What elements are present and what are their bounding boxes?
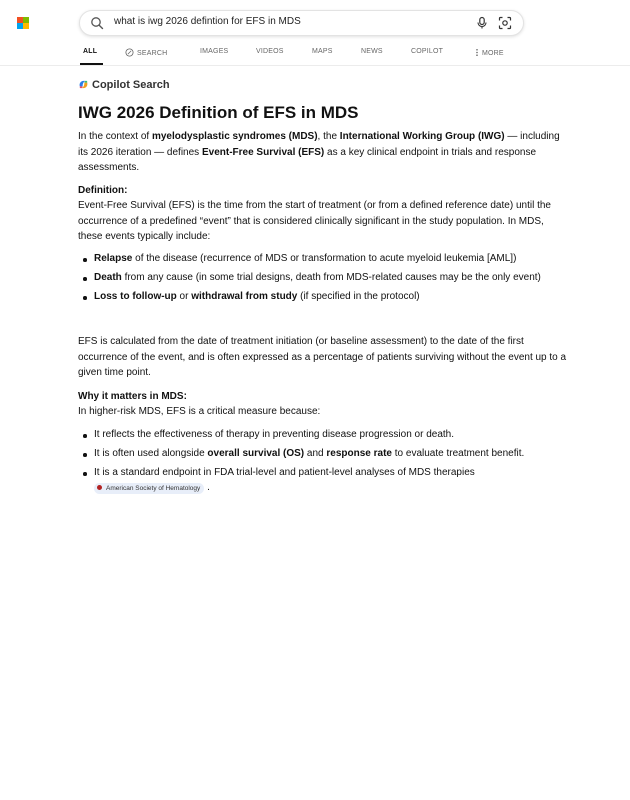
intro-text-3: — including its 2026 iteration — defines xyxy=(78,131,560,158)
reason-text: to evaluate treatment benefit. xyxy=(391,448,525,459)
copilot-logo-icon xyxy=(78,79,89,90)
why-intro: In higher-risk MDS, EFS is a critical measure because: xyxy=(78,406,321,417)
definition-heading: Definition: xyxy=(78,185,128,196)
list-item xyxy=(78,466,570,495)
tab-maps[interactable]: MAPS xyxy=(312,48,333,55)
list-item xyxy=(78,447,570,462)
list-item xyxy=(78,271,570,286)
reason-response-term: response rate xyxy=(326,448,392,459)
intro-text-1: In the context of xyxy=(78,131,152,142)
copilot-search-icon xyxy=(125,48,134,57)
search-icon xyxy=(90,16,104,30)
search-box[interactable] xyxy=(79,10,524,36)
tab-search-label: SEARCH xyxy=(137,50,168,57)
event-term: Loss to follow-up xyxy=(94,291,177,302)
search-tabs xyxy=(0,44,630,66)
top-bar xyxy=(0,0,630,44)
microphone-icon[interactable] xyxy=(475,16,489,30)
citation-label: American Society of Hematology xyxy=(106,484,201,492)
search-input[interactable]: what is iwg 2026 defintion for EFS in MDS xyxy=(114,16,301,27)
event-connector: or xyxy=(176,291,192,302)
intro-text-2: , the xyxy=(317,131,340,142)
event-term: Relapse xyxy=(94,253,133,264)
reason-text: It is often used alongside xyxy=(94,448,208,459)
intro-text-4: as a key clinical endpoint in trials and response assessments. xyxy=(78,146,537,173)
citation-chip[interactable] xyxy=(94,483,204,494)
list-item xyxy=(78,252,570,267)
copilot-search-text: Copilot Search xyxy=(92,79,170,91)
list-item xyxy=(78,290,570,305)
event-description: from any cause (in some trial designs, death from MDS-related causes may be the only event) xyxy=(121,272,541,283)
tab-more[interactable] xyxy=(475,48,504,57)
event-description: (if specified in the protocol) xyxy=(297,291,420,302)
source-favicon-icon xyxy=(97,485,102,490)
sentence-end: . xyxy=(207,481,210,493)
why-heading: Why it matters in MDS: xyxy=(78,391,187,402)
tab-more-label: MORE xyxy=(482,50,504,57)
event-list xyxy=(78,252,570,309)
tab-images[interactable]: IMAGES xyxy=(200,48,229,55)
reasons-list xyxy=(78,428,570,500)
tab-all[interactable]: ALL xyxy=(83,48,98,55)
reason-os-term: overall survival (OS) xyxy=(207,448,305,459)
definition-paragraph: Event-Free Survival (EFS) is the time from the start of treatment (or from a defined reference date) until the occurrence of a predefined “event” that is considered clinically significant in the study population. In MDS, these events typically include: xyxy=(78,200,551,242)
copilot-search-label xyxy=(78,79,170,91)
event-term: Death xyxy=(94,272,122,283)
reason-text: It is a standard endpoint in FDA trial-level and patient-level analyses of MDS therapies xyxy=(94,467,475,478)
intro-efs-term: Event-Free Survival (EFS) xyxy=(201,146,325,158)
reason-text: and xyxy=(304,448,327,459)
answer-title: IWG 2026 Definition of EFS in MDS xyxy=(78,103,359,122)
active-tab-indicator xyxy=(80,63,103,65)
event-term-2: withdrawal from study xyxy=(191,291,298,302)
tab-videos[interactable]: VIDEOS xyxy=(256,48,284,55)
microsoft-logo-icon[interactable] xyxy=(17,17,29,29)
more-dots-icon xyxy=(475,48,479,57)
tab-copilot[interactable]: COPILOT xyxy=(411,48,444,55)
tab-news[interactable]: NEWS xyxy=(361,48,383,55)
intro-paragraph xyxy=(78,129,570,176)
intro-iwg-term: International Working Group (IWG) xyxy=(339,131,505,142)
visual-search-icon[interactable] xyxy=(498,16,512,30)
calculation-paragraph: EFS is calculated from the date of treatment initiation (or baseline assessment) to the date of the first occurrence of the event, and is often expressed as a percentage of patients surviving without the event up to a given time point. xyxy=(78,336,567,378)
list-item: It reflects the effectiveness of therapy in preventing disease progression or death. xyxy=(78,428,570,443)
tab-search[interactable] xyxy=(125,48,167,57)
event-description: of the disease (recurrence of MDS or transformation to acute myeloid leukemia [AML]) xyxy=(132,253,517,264)
intro-mds-term: myelodysplastic syndromes (MDS) xyxy=(151,131,318,142)
